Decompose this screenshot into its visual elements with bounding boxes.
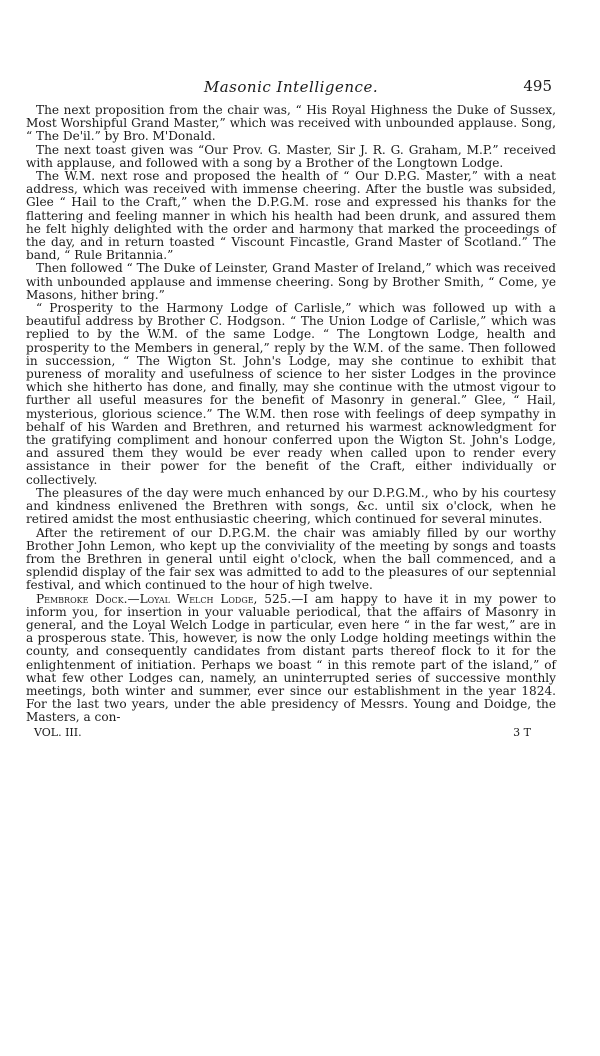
lodge-heading: Pembroke Dock.—Loyal Welch Lodge, 525. <box>36 591 292 606</box>
running-head: Masonic Intelligence. <box>203 78 379 96</box>
page-header <box>26 78 556 102</box>
signature-mark: 3 T <box>513 725 531 739</box>
paragraph: The next proposition from the chair was, “ His Royal Highness the Duke of Sussex, Most Worshipful Grand Master,” which was received with unbounded applause. Song, “ The De'il.” by Bro. M'Donald. <box>26 103 556 144</box>
paragraph: After the retirement of our D.P.G.M. the chair was amiably filled by our worthy Brother John Lemon, who kept up the conviviality of the meeting by songs and toasts from the Brethren in general until eight o'clock, when the ball commenced, and a splendid display of the fair sex was admitted to add to the pleasures of our septennial festival, and which continued to the hour of high twelve. <box>26 525 556 593</box>
paragraph: The W.M. next rose and proposed the health of “ Our D.P.G. Master,” with a neat address, which was received with immense cheering. After the bustle was subsided, Glee “ Hail to the Craft,” when the D.P.G.M. rose and expressed his thanks for the flattering and feeling manner in which his health had been drunk, and assured them he felt highly delighted with the order and harmony that marked the proceedings of the day, and in return toasted “ Viscount Fincastle, Grand Master of Scotland.” The band, “ Rule Britannia.” <box>26 169 556 263</box>
paragraph: Then followed “ The Duke of Leinster, Grand Master of Ireland,” which was received with unbounded applause and immense cheering. Song by Brother Smith, “ Come, ye Masons, hither bring.” <box>26 261 556 302</box>
paragraph: The pleasures of the day were much enhanced by our D.P.G.M., who by his courtesy and kindness enlivened the Brethren with songs, &c. until six o'clock, when he retired amidst the most enthusiastic cheering, which continued for several minutes. <box>26 485 556 527</box>
page-number: 495 <box>523 77 552 95</box>
paragraph-text: —I am happy to have it in my power to inform you, for insertion in your valuable periodical, that the affairs of Masonry in general, and the Loyal Welch Lodge in particular, even here “ in the far west,” are in a prosperous state. This, however, is now the only Lodge holding meetings within the county, and consequently candidates from distant parts thereof flock to it for the enlightenment of initiation. Perhaps we boast “ in this remote part of the island,” of what few other Lodges can, namely, an uninterrupted series of successive monthly meetings, both winter and summer, ever since our establishment in the year 1824. For the last two years, under the able presidency of Messrs. Young and Doidge, the Masters, a con- <box>26 591 557 725</box>
paragraph: “ Prosperity to the Harmony Lodge of Carlisle,” which was followed up with a beautiful address by Brother C. Hodgson. “ The Union Lodge of Carlisle,” which was replied to by the W.M. of the same Lodge. “ The Longtown Lodge, health and prosperity to the Members in general,” reply by the W.M. of the same. Then followed in succession, “ The Wigton St. John's Lodge, may she continue to exhibit that pureness of morality and usefulness of science to her sister Lodges in the province which she hitherto has done, and finally, may she continue with the utmost vigour to further all useful measures for the benefit of Masonry in general.” Glee, “ Hail, mysterious, glorious science.” The W.M. then rose with feelings of deep sympathy in behalf of his Warden and Brethren, and returned his warmest acknowledgment for the gratifying compliment and honour conferred upon the Wigton St. John's Lodge, and assured them they would be ever ready when called upon to render every assistance in their power for the benefit of the Craft, either individually or collectively. <box>26 301 556 487</box>
paragraph-pembroke <box>26 593 556 725</box>
paragraph: The next toast given was “Our Prov. G. Master, Sir J. R. G. Graham, M.P.” received with applause, and followed with a song by a Brother of the Longtown Lodge. <box>26 142 556 170</box>
article-body <box>26 104 556 725</box>
page <box>26 78 556 739</box>
page-footer <box>26 726 556 739</box>
volume-label: VOL. III. <box>34 725 82 739</box>
